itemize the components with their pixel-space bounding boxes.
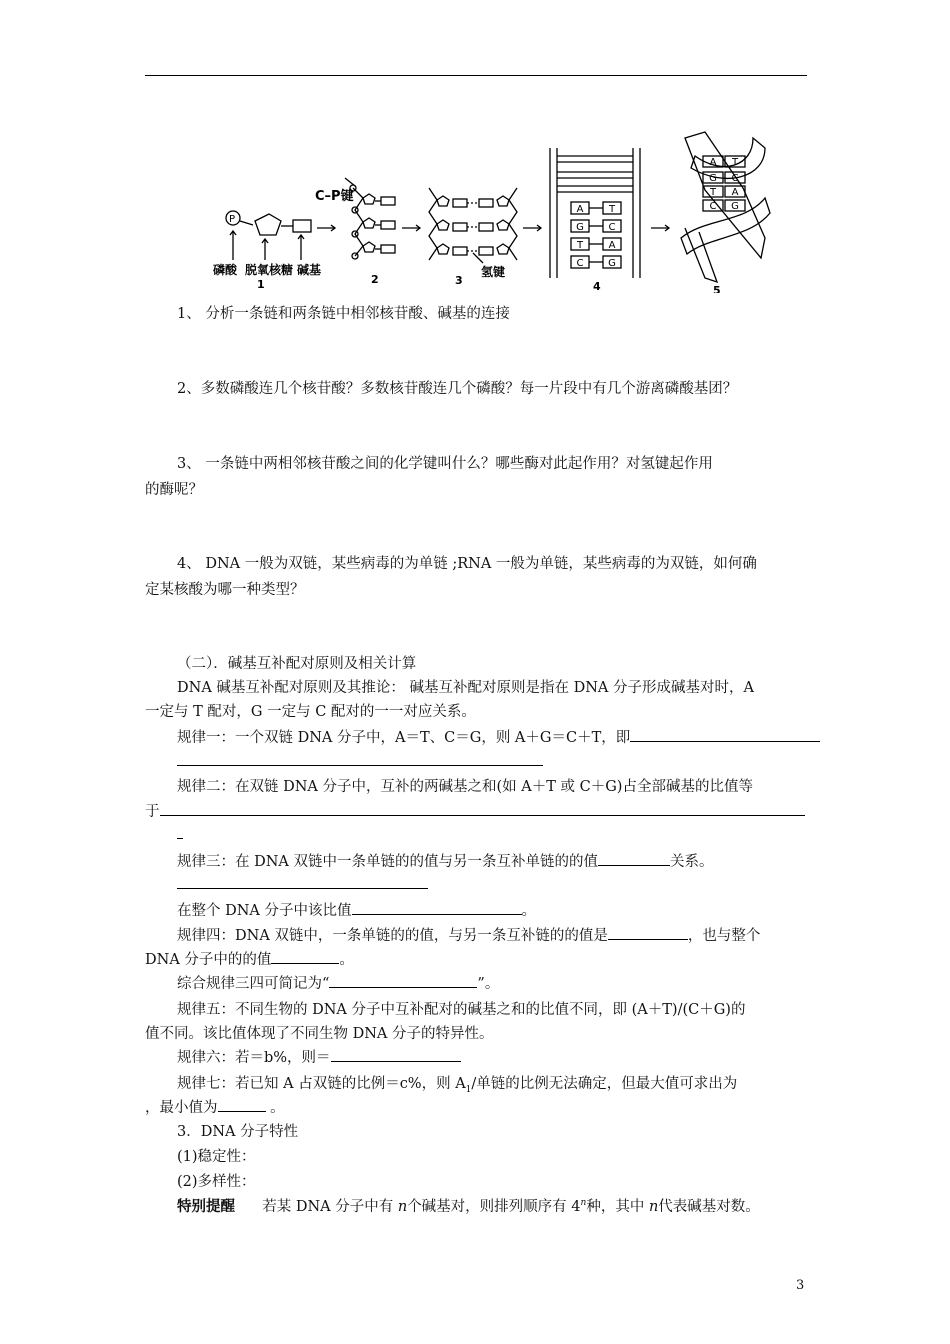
figure-number-2: 2 bbox=[371, 273, 379, 286]
rule-4-tail: ，也与整个 bbox=[687, 928, 761, 944]
rule-7-blank[interactable] bbox=[218, 1097, 266, 1112]
dna-structure-figure bbox=[205, 128, 775, 293]
rule-3-blank[interactable] bbox=[598, 851, 670, 866]
question-3-line-2: 的酶呢？ bbox=[145, 482, 203, 498]
fig5-base: T bbox=[731, 157, 739, 168]
rule-4-line-2 bbox=[145, 948, 354, 969]
summary bbox=[177, 972, 499, 993]
rule-7 bbox=[177, 1072, 737, 1095]
rule-7-line-2-end: 。 bbox=[265, 1100, 285, 1116]
question-4-line-2: 定某核酸为哪一种类型？ bbox=[145, 582, 305, 598]
rule-2-blank[interactable] bbox=[160, 801, 805, 816]
special-tip-exponent: n bbox=[580, 1198, 587, 1209]
label-phosphate: 磷酸 bbox=[213, 263, 238, 277]
figure-number-1: 1 bbox=[257, 278, 265, 291]
special-tip bbox=[177, 1195, 760, 1216]
rule-3-whole-end: 。 bbox=[521, 903, 537, 919]
rule-4-blank[interactable] bbox=[608, 925, 688, 940]
rule-4-line-2-end: 。 bbox=[339, 952, 354, 968]
rule-3-whole bbox=[177, 899, 536, 920]
rule-4-line-2-blank[interactable] bbox=[271, 949, 339, 964]
fig4-base: T bbox=[576, 240, 584, 251]
special-tip-label: 特别提醒 bbox=[177, 1198, 235, 1215]
figure-number-4: 4 bbox=[593, 280, 601, 293]
rule-7-tail: /单链的比例无法确定，但最大值可求出为 bbox=[471, 1076, 738, 1092]
fig5-base: A bbox=[709, 157, 717, 168]
fig5-base: G bbox=[731, 201, 739, 212]
special-tip-text-c: 种，其中 bbox=[586, 1199, 645, 1215]
fig5-base: T bbox=[709, 187, 717, 198]
figure-number-3: 3 bbox=[455, 274, 463, 287]
section-2-title: （二）．碱基互补配对原则及相关计算 bbox=[177, 656, 417, 672]
fig5-base: C bbox=[731, 173, 739, 184]
rule-1 bbox=[177, 726, 820, 747]
figure-number-5: 5 bbox=[713, 284, 721, 293]
rule-2-line-1: 规律二：在双链 DNA 分子中，互补的两碱基之和(如 A＋T 或 C＋G)占全部碱基的比值等 bbox=[177, 779, 753, 795]
rule-4-line-2-text: DNA 分子中的的值 bbox=[145, 952, 272, 968]
cp-bond-label: C–P键 bbox=[315, 189, 354, 204]
fig4-base: G bbox=[576, 222, 584, 233]
rule-5-line-2: 值不同。该比值体现了不同生物 DNA 分子的特异性。 bbox=[145, 1026, 494, 1042]
rule-5-line-1: 规律五：不同生物的 DNA 分子中互补配对的碱基之和的比值不同，即 (A＋T)/(C＋G)的 bbox=[177, 1002, 746, 1018]
rule-3 bbox=[177, 850, 714, 871]
header-rule bbox=[145, 75, 807, 76]
rule-2-tail: 于 bbox=[145, 804, 160, 820]
rule-1-blank[interactable] bbox=[630, 727, 820, 742]
rule-6-text: 规律六：若＝b%，则＝ bbox=[177, 1050, 331, 1066]
rule-7-line-2 bbox=[145, 1096, 285, 1117]
rule-7-text: 规律七：若已知 A 占双链的比例＝c%，则 A bbox=[177, 1076, 466, 1092]
rule-3-whole-blank[interactable] bbox=[352, 900, 522, 915]
fig4-base: C bbox=[576, 258, 584, 269]
fig5-base: G bbox=[709, 173, 717, 184]
fig5-base: C bbox=[709, 201, 717, 212]
special-tip-n-2: n bbox=[648, 1199, 659, 1215]
rule-1-text: 规律一：一个双链 DNA 分子中，A＝T、C＝G，则 A＋G＝C＋T，即 bbox=[177, 730, 631, 746]
special-tip-text-b: 个碱基对，则排列顺序有 4 bbox=[407, 1199, 581, 1215]
diversity: (2)多样性： bbox=[177, 1174, 256, 1190]
rule-7-subscript: 1 bbox=[465, 1084, 472, 1095]
special-tip-text-d: 代表碱基对数。 bbox=[658, 1199, 760, 1215]
question-1: 1、 分析一条链和两条链中相邻核苷酸、碱基的连接 bbox=[177, 306, 510, 322]
rule-7-line-2-text: ，最小值为 bbox=[145, 1100, 218, 1116]
summary-text: 综合规律三四可简记为“ bbox=[177, 976, 330, 992]
rule-3-blank-continued[interactable] bbox=[177, 888, 428, 889]
fig4-base: A bbox=[608, 240, 616, 251]
rule-6-blank[interactable] bbox=[331, 1047, 461, 1062]
rule-6 bbox=[177, 1046, 461, 1067]
special-tip-n: n bbox=[397, 1199, 408, 1215]
rule-2-blank-short[interactable] bbox=[177, 838, 183, 839]
summary-blank[interactable] bbox=[329, 973, 477, 988]
question-4-line-1: 4、 DNA 一般为双链，某些病毒的为单链 ;RNA 一般为单链，某些病毒的为双链，如何确 bbox=[177, 556, 757, 572]
label-deoxyribose: 脱氧核糖 bbox=[245, 263, 294, 277]
fig5-base: A bbox=[731, 187, 739, 198]
intro-line-1: DNA 碱基互补配对原则及其推论： 碱基互补配对原则是指在 DNA 分子形成碱基对时，A bbox=[177, 680, 754, 696]
rule-3-text: 规律三：在 DNA 双链中一条单链的的值与另一条互补单链的的值 bbox=[177, 854, 599, 870]
rule-4-text: 规律四：DNA 双链中，一条单链的的值，与另一条互补链的的值是 bbox=[177, 928, 608, 944]
rule-3-tail: 关系。 bbox=[670, 854, 714, 870]
section-3-title: 3．DNA 分子特性 bbox=[177, 1124, 299, 1140]
hydrogen-bond-label: 氢键 bbox=[481, 265, 506, 279]
fig4-base: A bbox=[576, 204, 584, 215]
rule-1-blank-continued[interactable] bbox=[177, 765, 543, 766]
intro-line-2: 一定与 T 配对，G 一定与 C 配对的一一对应关系。 bbox=[145, 704, 476, 720]
question-2: 2、多数磷酸连几个核苷酸？多数核苷酸连几个磷酸？每一片段中有几个游离磷酸基团？ bbox=[177, 381, 738, 397]
rule-2-line-2 bbox=[145, 800, 805, 821]
p-letter: P bbox=[229, 214, 236, 225]
stability: (1)稳定性： bbox=[177, 1149, 256, 1165]
fig4-base: G bbox=[608, 258, 616, 269]
rule-3-whole-text: 在整个 DNA 分子中该比值 bbox=[177, 903, 352, 919]
label-base: 碱基 bbox=[297, 263, 322, 277]
summary-end: ”。 bbox=[477, 976, 500, 992]
question-3-line-1: 3、 一条链中两相邻核苷酸之间的化学键叫什么？哪些酶对此起作用？对氢键起作用 bbox=[177, 456, 713, 472]
fig4-base: T bbox=[608, 204, 616, 215]
special-tip-text-a: 若某 DNA 分子中有 bbox=[262, 1199, 394, 1215]
page-number: 3 bbox=[796, 1278, 805, 1293]
rule-4 bbox=[177, 924, 760, 945]
fig4-base: C bbox=[608, 222, 616, 233]
